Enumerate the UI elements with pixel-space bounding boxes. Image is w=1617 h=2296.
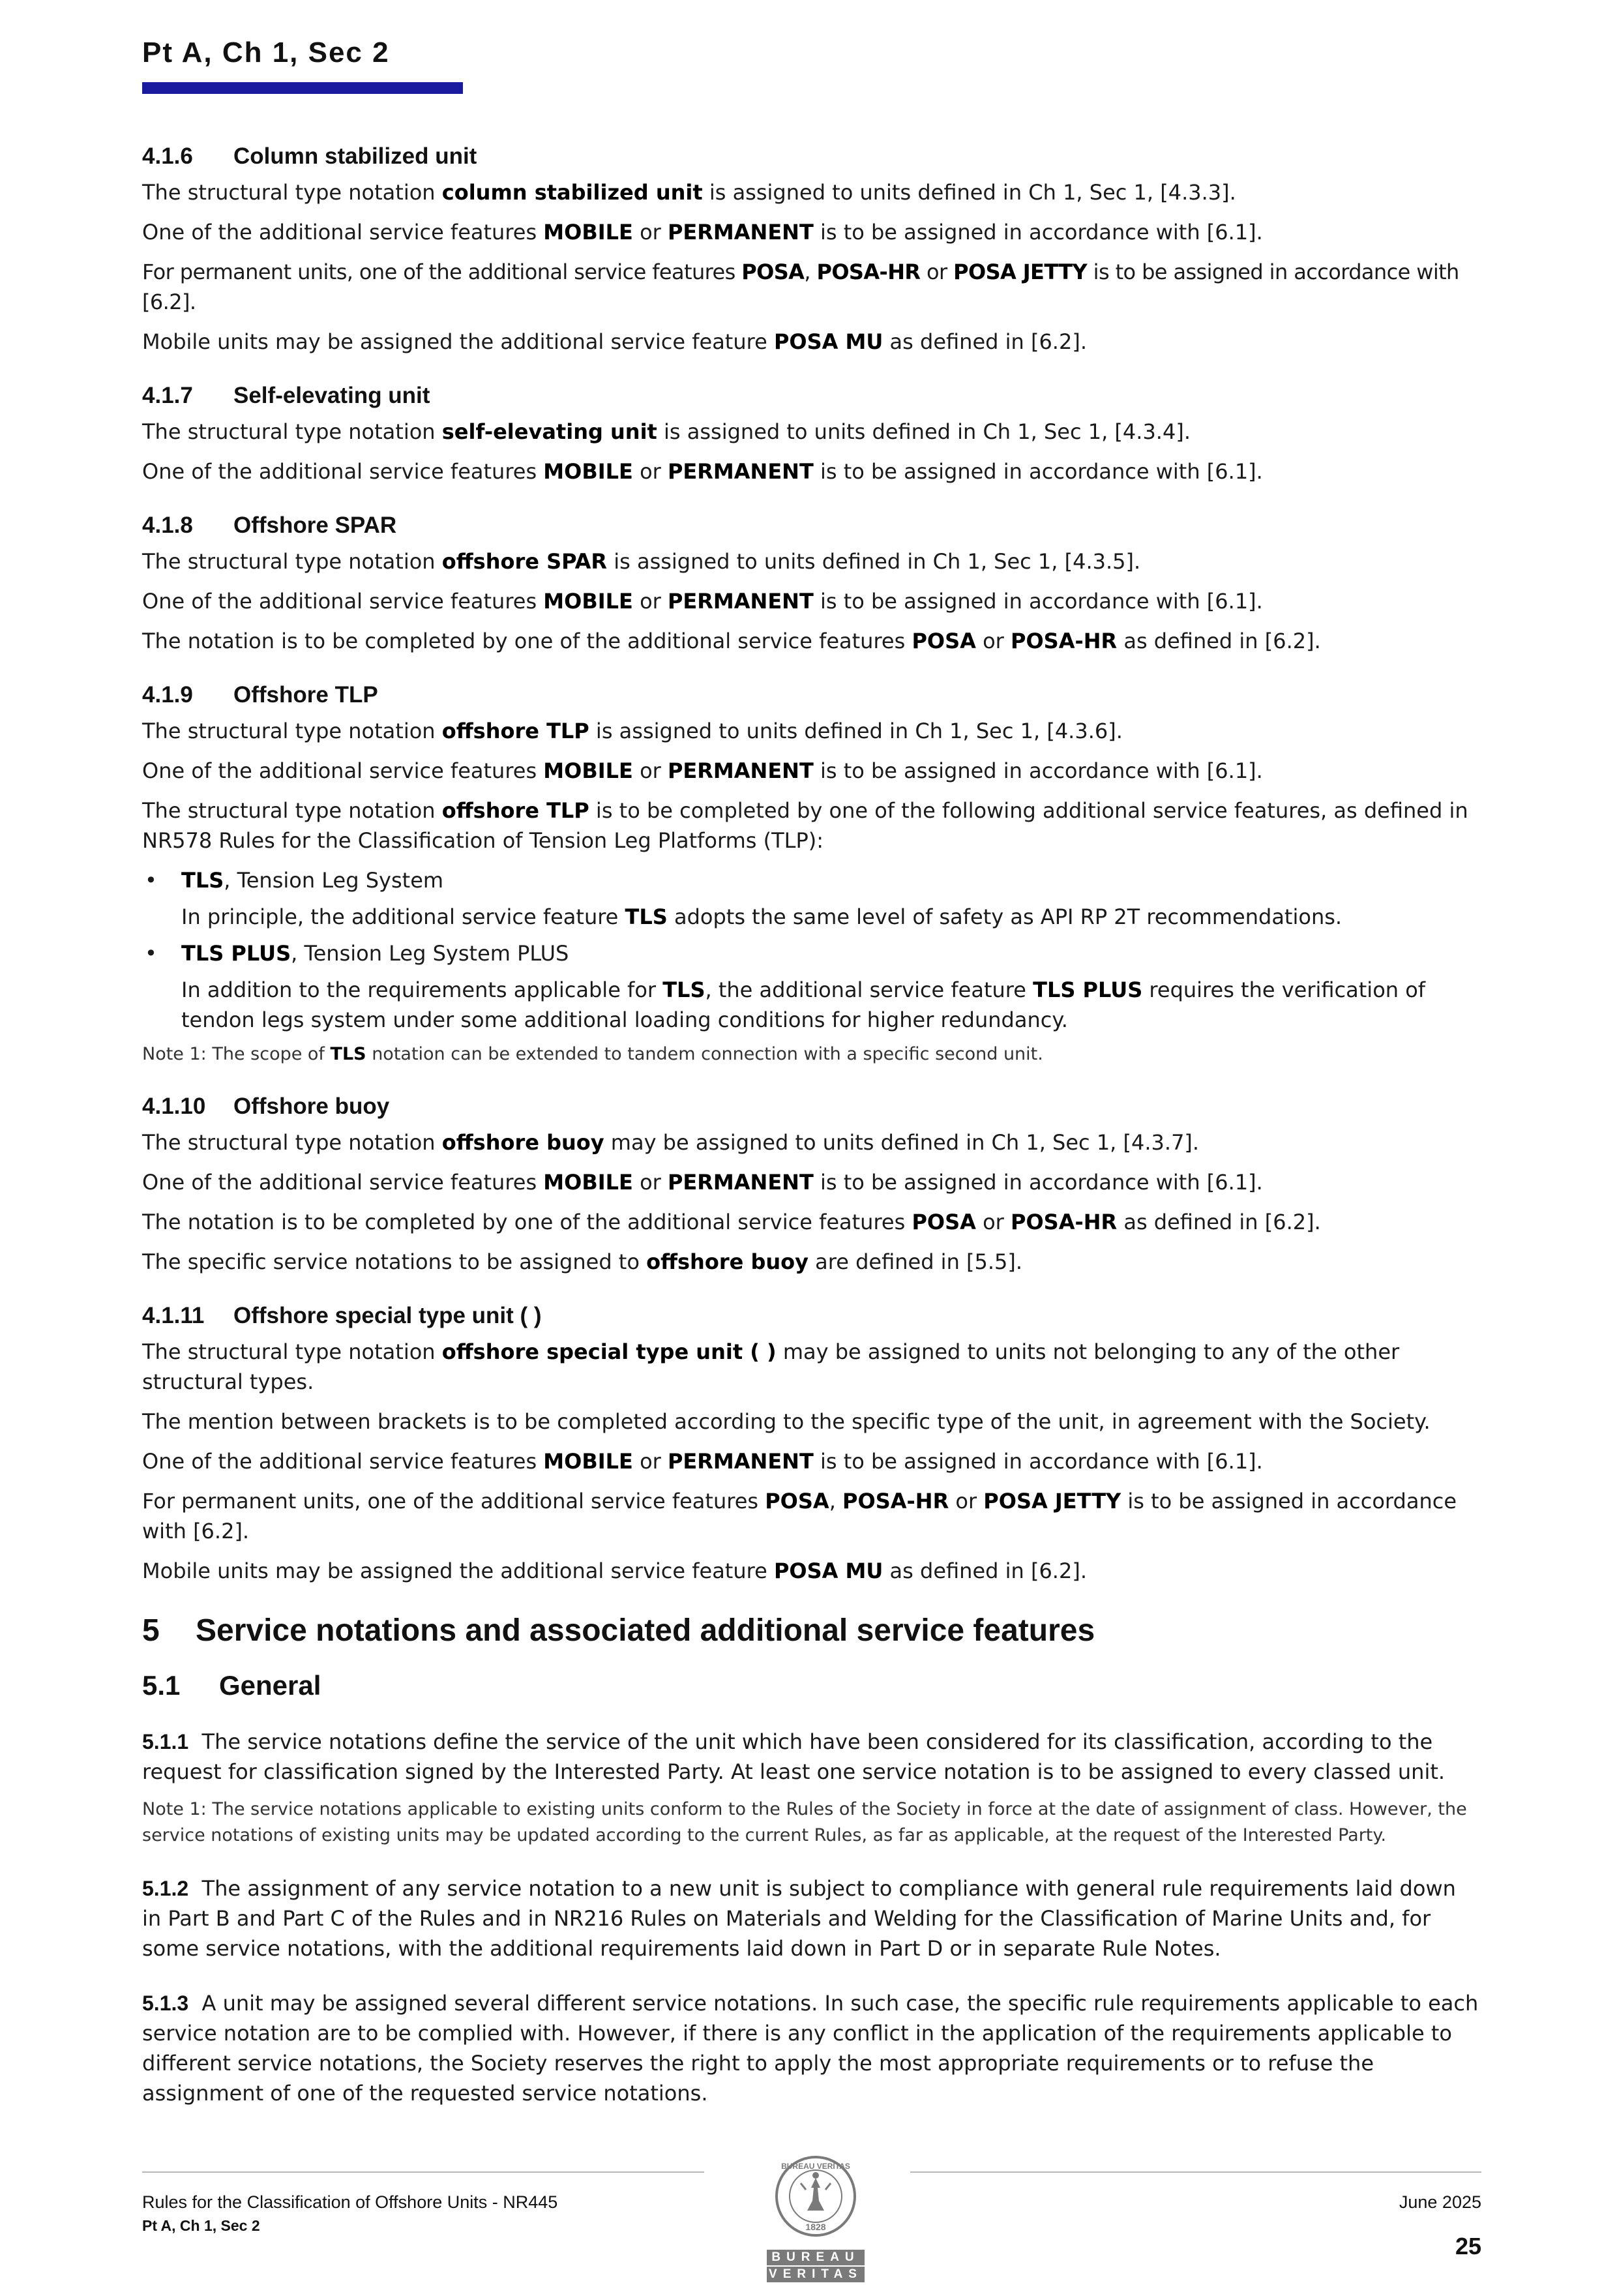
footer-rule (142, 2171, 704, 2173)
logo-word-2: VERITAS (767, 2267, 865, 2282)
article-4-1-7 (142, 381, 1481, 486)
paragraph: One of the additional service features MOBILE or PERMANENT is to be assigned in accordance with [6.1]. (142, 1170, 1263, 1195)
paragraph: The specific service notations to be assigned to offshore buoy are defined in [5.5]. (142, 1249, 1023, 1274)
logo-year: 1828 (805, 2222, 826, 2232)
footer-date: June 2025 (1399, 2192, 1481, 2212)
paragraph: The structural type notation self-elevating unit is assigned to units defined in Ch 1, Sec 1, [4.3.4]. (142, 419, 1191, 444)
article-heading: 4.1.9 Offshore TLP (142, 682, 378, 708)
paragraph: The structural type notation offshore TLP is assigned to units defined in Ch 1, Sec 1, [4.3.6]. (142, 719, 1123, 743)
paragraph: 5.1.2 The assignment of any service notation to a new unit is subject to compliance with general rule requirements laid down in Part B and Part C of the Rules and in NR216 Rules on Materials and Welding for the Classification of Marine Units and, for some service notations, with the additional requirements laid down in Part D or in separate Rule Notes. (142, 1876, 1456, 1961)
logo-ring-text: BUREAU VERITAS (781, 2162, 850, 2171)
paragraph: The notation is to be completed by one of the additional service features POSA or POSA-HR as defined in [6.2]. (142, 629, 1321, 653)
paragraph: One of the additional service features MOBILE or PERMANENT is to be assigned in accordance with [6.1]. (142, 459, 1263, 484)
header-title: Pt A, Ch 1, Sec 2 (142, 37, 390, 68)
header-rule (142, 82, 463, 94)
article-4-1-11 (142, 1302, 1481, 1586)
note: Note 1: The scope of TLS notation can be extended to tandem connection with a specific second unit. (142, 1044, 1043, 1064)
paragraph: 5.1.1 The service notations define the service of the unit which have been considered for its classification, according to the request for classification signed by the Interested Party. At least one service notation is to be assigned to every classed unit. (142, 1729, 1446, 1784)
bureau-veritas-logo (767, 2152, 865, 2282)
paragraph: 5.1.3 A unit may be assigned several different service notations. In such case, the specific rule requirements applicable to each service notation are to be complied with. However, if there is any conflict in the application of the requirements applicable to different service notations, the Society reserves the right to apply the most appropriate requirements or to refuse the assignment of one of the requested service notations. (142, 1991, 1479, 2106)
paragraph: The structural type notation offshore special type unit ( ) may be assigned to units not belonging to any of the other structural types. (142, 1339, 1400, 1394)
article-4-1-6 (142, 142, 1481, 357)
article-heading: 4.1.10 Offshore buoy (142, 1094, 390, 1119)
footer-rule (910, 2171, 1481, 2173)
article-5-1-1 (142, 1727, 1481, 1849)
paragraph: The structural type notation offshore buoy may be assigned to units defined in Ch 1, Sec 1, [4.3.7]. (142, 1130, 1200, 1155)
paragraph: One of the additional service features MOBILE or PERMANENT is to be assigned in accordance with [6.1]. (142, 589, 1263, 614)
paragraph: For permanent units, one of the additional service features POSA, POSA-HR or POSA JETTY is to be assigned in accordance with [6.2]. (142, 1489, 1457, 1543)
paragraph: The structural type notation column stabilized unit is assigned to units defined in Ch 1, Sec 1, [4.3.3]. (142, 180, 1236, 205)
bullet-icon: • (145, 868, 157, 893)
list-item: • TLS, Tension Leg System In principle, the additional service feature TLS adopts the same level of safety as API RP 2T recommendations. (142, 865, 1481, 932)
paragraph: The mention between brackets is to be completed according to the specific type of the unit, in agreement with the Society. (142, 1409, 1431, 1434)
paragraph: The structural type notation offshore SPAR is assigned to units defined in Ch 1, Sec 1, [4.3.5]. (142, 549, 1141, 574)
article-5-1-2 (142, 1873, 1481, 1963)
article-heading: 4.1.7 Self-elevating unit (142, 383, 430, 408)
list-item: • TLS PLUS, Tension Leg System PLUS In addition to the requirements applicable for TLS, the additional service feature TLS PLUS requires the verification of tendon legs system under some additional loading conditions for higher redundancy. (142, 938, 1481, 1035)
paragraph: For permanent units, one of the additional service features POSA, POSA-HR or POSA JETTY is to be assigned in accordance with [6.2]. (142, 260, 1459, 314)
page-number: 25 (1455, 2233, 1481, 2259)
paragraph: Mobile units may be assigned the additional service feature POSA MU as defined in [6.2]. (142, 329, 1087, 354)
page-header (142, 37, 1479, 69)
page-footer (142, 2152, 1481, 2282)
paragraph: Mobile units may be assigned the additional service feature POSA MU as defined in [6.2]. (142, 1558, 1087, 1583)
article-4-1-9 (142, 681, 1481, 1067)
paragraph: One of the additional service features MOBILE or PERMANENT is to be assigned in accordance with [6.1]. (142, 1449, 1263, 1474)
paragraph: One of the additional service features MOBILE or PERMANENT is to be assigned in accordance with [6.1]. (142, 758, 1263, 783)
logo-seal-icon (767, 2152, 865, 2246)
article-heading: 4.1.6 Column stabilized unit (142, 143, 477, 169)
logo-word-1: BUREAU (767, 2250, 865, 2265)
article-5-1-3 (142, 1988, 1481, 2108)
paragraph: The notation is to be completed by one of the additional service features POSA or POSA-HR as defined in [6.2]. (142, 1210, 1321, 1234)
article-heading: 4.1.11 Offshore special type unit ( ) (142, 1303, 542, 1328)
note: Note 1: The service notations applicable to existing units conform to the Rules of the Society in force at the date of assignment of class. However, the service notations of existing units may be updated according to the current Rules, as far as applicable, at the request of the Interested Party. (142, 1799, 1467, 1845)
footer-section: Pt A, Ch 1, Sec 2 (142, 2217, 260, 2234)
article-4-1-10 (142, 1092, 1481, 1277)
paragraph: One of the additional service features MOBILE or PERMANENT is to be assigned in accordance with [6.1]. (142, 220, 1263, 245)
document-body (142, 142, 1481, 2133)
article-heading: 4.1.8 Offshore SPAR (142, 513, 397, 538)
subsection-heading: 5.1 General (142, 1670, 321, 1701)
footer-document-title: Rules for the Classification of Offshore Units - NR445 (142, 2192, 558, 2212)
section-heading: 5 Service notations and associated additional service features (142, 1613, 1095, 1648)
paragraph: The structural type notation offshore TLP is to be completed by one of the following additional service features, as defined in NR578 Rules for the Classification of Tension Leg Platforms (TLP): (142, 798, 1468, 853)
article-4-1-8 (142, 511, 1481, 656)
bullet-icon: • (145, 941, 157, 966)
